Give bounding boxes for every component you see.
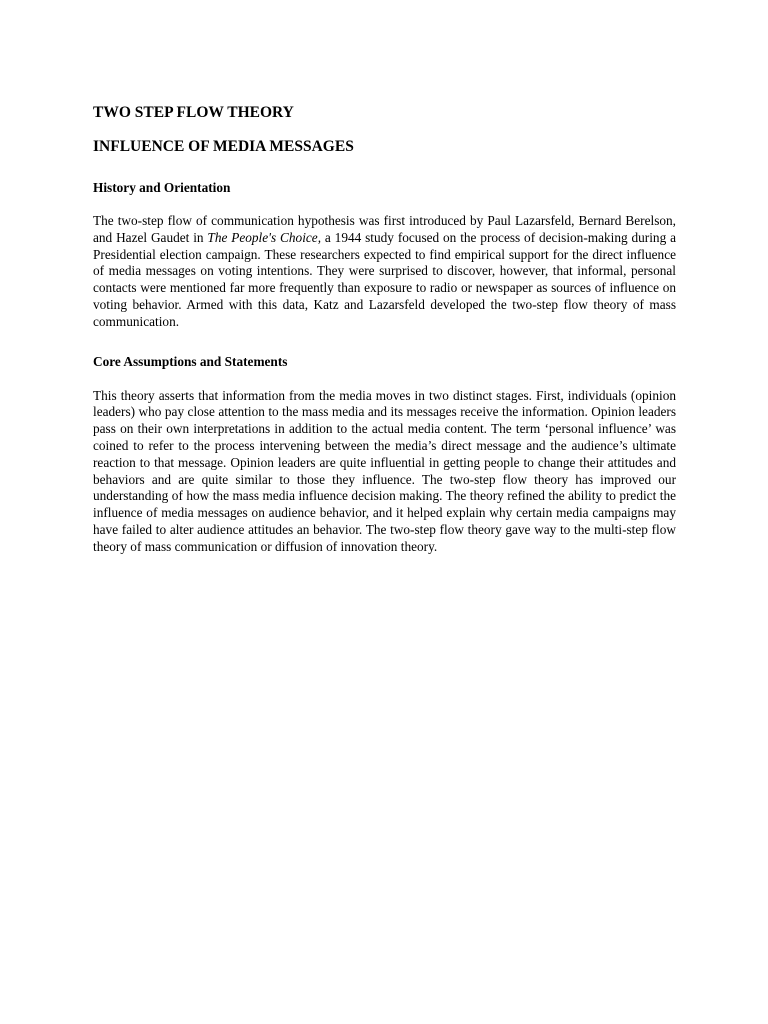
history-paragraph [93, 213, 676, 331]
document-subtitle: INFLUENCE OF MEDIA MESSAGES [93, 138, 354, 155]
section-heading-core-assumptions: Core Assumptions and Statements [93, 353, 288, 369]
document-body [93, 104, 676, 556]
section-heading-history: History and Orientation [93, 180, 231, 195]
history-paragraph-text-end: a 1944 study focused on the process of decision-making during a Presidential election campaign. These researchers expected to find empirical support for the direct influence of media messages on voting intentions. They were surprised to discover, however, that informal, personal contacts were mentioned far more frequently than exposure to radio or newspaper as sources of influence on voting behavior. Armed with this data, Katz and Lazarsfeld developed the two-step flow theory of mass communication. [93, 229, 676, 329]
history-paragraph-text-start: The two-step flow of communication hypothesis was first introduced by Paul Lazarsfeld, Bernard Berelson, and Hazel Gaudet in [93, 213, 676, 245]
book-title: The People's Choice, [207, 229, 322, 245]
document-title: TWO STEP FLOW THEORY [93, 104, 294, 121]
core-assumptions-paragraph: This theory asserts that information from the media moves in two distinct stages. First, individuals (opinion leaders) who pay close attention to the mass media and its messages receive the information. Opinion leaders pass on their own interpretations in addition to the actual media content. The term ‘personal influence’ was coined to refer to the process intervening between the media’s direct message and the audience’s ultimate reaction to that message. Opinion leaders are quite influential in getting people to change their attitudes and behaviors and are quite similar to those they influence. The two-step flow theory has improved our understanding of how the mass media influence decision making. The theory refined the ability to predict the influence of media messages on audience behavior, and it helped explain why certain media campaigns may have failed to alter audience attitudes an behavior. The two-step flow theory gave way to the multi-step flow theory of mass communication or diffusion of innovation theory. [93, 387, 676, 554]
